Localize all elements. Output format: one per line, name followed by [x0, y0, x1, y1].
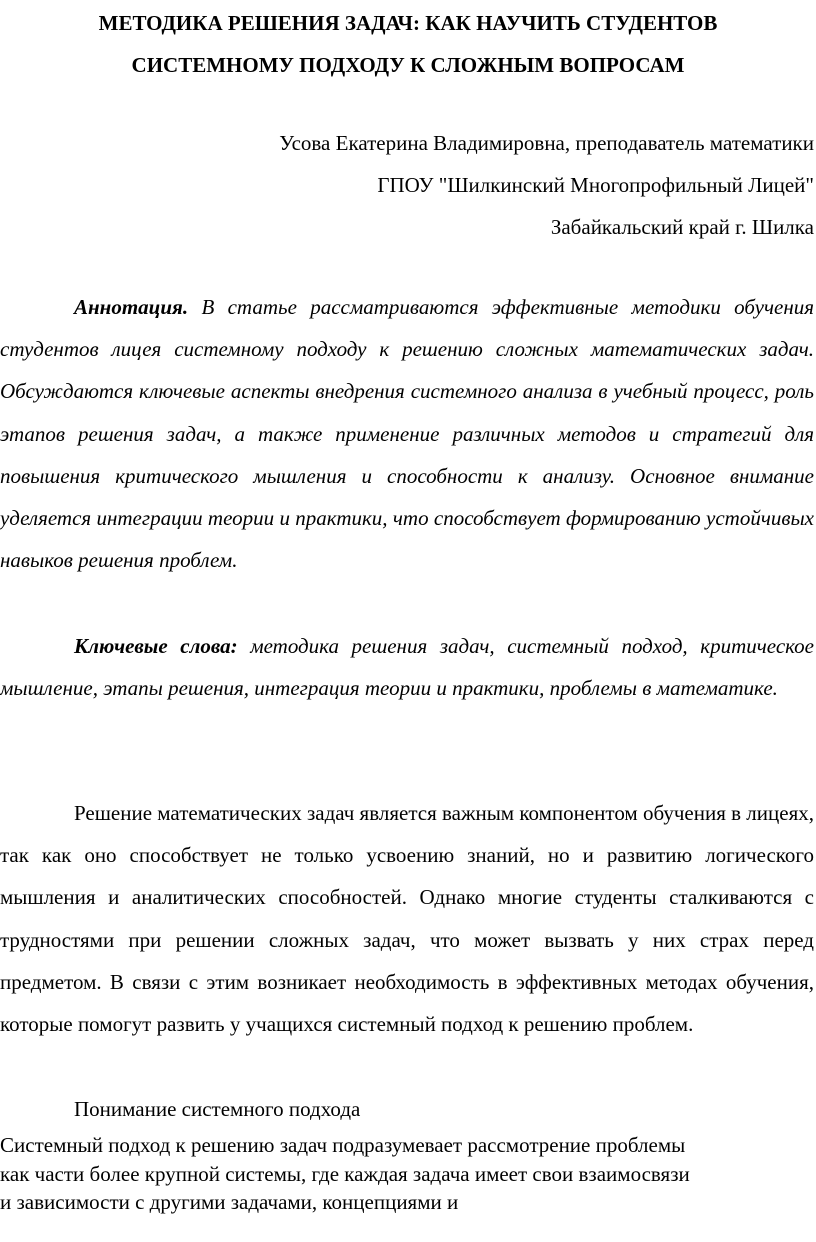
keywords-paragraph [0, 625, 814, 709]
title-line-2: СИСТЕМНОМУ ПОДХОДУ К СЛОЖНЫМ ВОПРОСАМ [131, 53, 685, 77]
section-heading: Понимание системного подхода [74, 1097, 361, 1121]
annotation-paragraph [0, 286, 814, 581]
body-paragraph-2 [0, 1131, 814, 1217]
author-location: Забайкальский край г. Шилка [550, 215, 814, 239]
paragraph-2-line-1: Системный подход к решению задач подразумевает рассмотрение проблемы [0, 1133, 686, 1157]
paragraph-2-line-2: как части более крупной системы, где каждая задача имеет свои взаимосвязи [0, 1161, 690, 1186]
annotation-label: Аннотация. [74, 295, 189, 319]
title-line-1: МЕТОДИКА РЕШЕНИЯ ЗАДАЧ: КАК НАУЧИТЬ СТУДЕНТОВ [98, 11, 718, 35]
author-institution: ГПОУ "Шилкинский Многопрофильный Лицей" [377, 173, 814, 197]
keywords-text: методика решения задач, системный подход, критическое мышление, этапы решения, интеграция теории и практики, проблемы в математике. [0, 634, 814, 701]
author-block [279, 122, 814, 248]
paragraph-2-line-3: и зависимости с другими задачами, концепциями и [0, 1190, 459, 1214]
keywords-label: Ключевые слова: [74, 634, 238, 658]
article-title [0, 2, 816, 86]
author-name: Усова Екатерина Владимировна, преподаватель математики [279, 131, 814, 155]
body-paragraph-1: Решение математических задач является важным компонентом обучения в лицеях, так как оно способствует не только усвоению знаний, но и развитию логического мышления и аналитических способностей. Однако многие студенты сталкиваются с трудностями при решении сложных задач, что может вызвать у них страх перед предметом. В связи с этим возникает необходимость в эффективных методах обучения, которые помогут развить у учащихся системный подход к решению проблем. [0, 801, 814, 1037]
annotation-text: В статье рассматриваются эффективные методики обучения студентов лицея системному подходу к решению сложных математических задач. Обсуждаются ключевые аспекты внедрения системного анализа в учебный процесс, роль этапов решения задач, а также применение различных методов и стратегий для повышения критического мышления и способности к анализу. Основное внимание уделяется интеграции теории и практики, что способствует формированию устойчивых навыков решения проблем. [0, 295, 815, 573]
